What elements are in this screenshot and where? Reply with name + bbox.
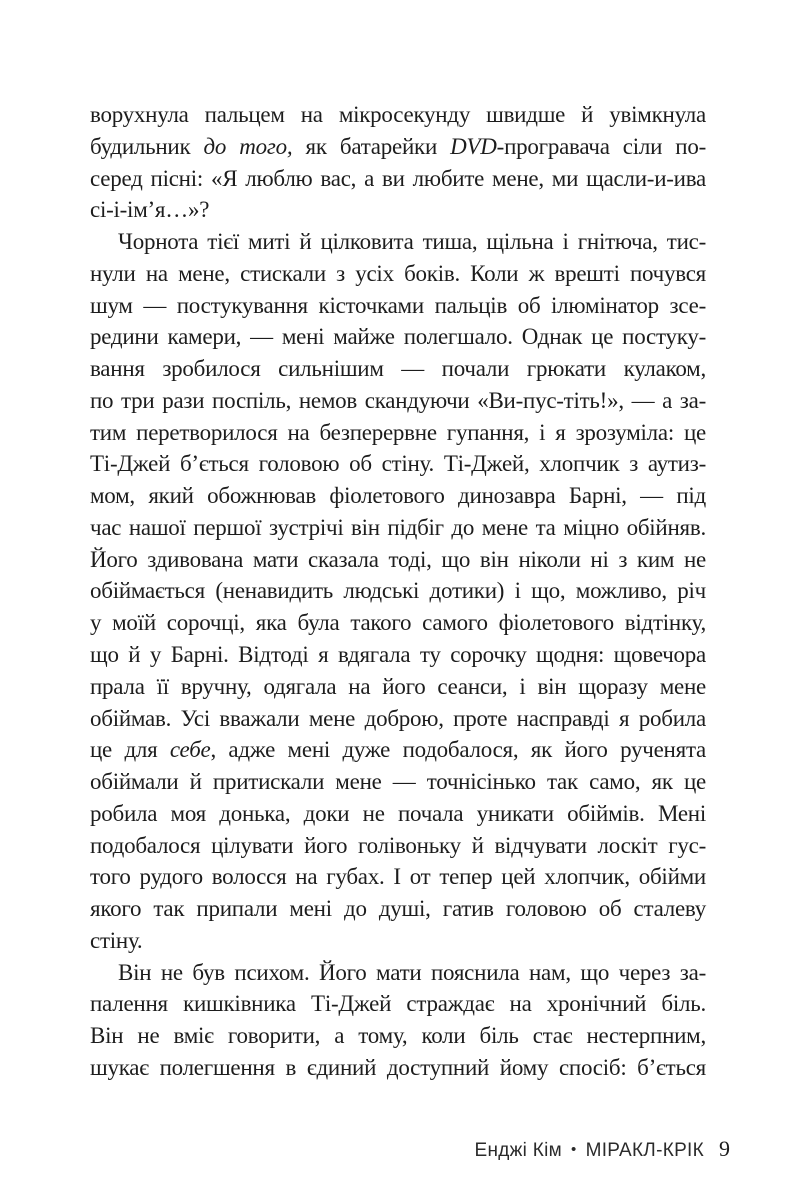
body-text: шум — постукування кісточками пальців об ілюмінатор зсе- [90, 292, 706, 318]
italic-text: себе [169, 737, 211, 763]
body-line [90, 988, 706, 1020]
body-text: редини камери, — мені майже полегшало. Однак це постуку- [90, 324, 706, 350]
body-line [90, 957, 706, 989]
body-text: Він не був психом. Його мати пояснила нам, що через за- [118, 959, 706, 985]
text-block [90, 99, 706, 1084]
body-text: того рудого волосся на губах. І от тепер цей хлопчик, обійми [90, 864, 706, 890]
body-text: Він не вміє говорити, а тому, коли біль стає нестерпним, [90, 1023, 706, 1049]
body-text: будильник [90, 133, 204, 159]
body-text: прала її вручну, одягала на його сеанси, і він щоразу мене [90, 673, 706, 699]
body-text: стіну. [90, 927, 143, 953]
body-line [90, 671, 706, 703]
body-text: по три рази поспіль, немов скандуючи «Ви-пус-тіть!», — а за- [90, 387, 706, 413]
body-text: Ті-Джей б’ється головою об стіну. Ті-Джей, хлопчик з аутиз- [90, 451, 706, 477]
body-text: мом, який обожнював фіолетового динозавра Барні, — під [90, 483, 706, 509]
body-text: якого так припали мені до душі, гатив головою об сталеву [90, 896, 706, 922]
body-line [90, 480, 706, 512]
body-line [90, 734, 706, 766]
page-number: 9 [719, 1136, 730, 1161]
body-text: обіймав. Усі вважали мене доброю, проте насправді я робила [90, 705, 706, 731]
footer [474, 1136, 730, 1162]
body-text: шукає полегшення в єдиний доступний йому спосіб: б’ється [90, 1054, 706, 1080]
body-text: палення кишківника Ті-Джей страждає на хронічний біль. [90, 991, 706, 1017]
body-line [90, 798, 706, 830]
body-text: час нашої першої зустрічі він підбіг до мене та міцно обійняв. [90, 514, 706, 540]
body-line [90, 766, 706, 798]
body-line [90, 353, 706, 385]
body-text: обіймається (ненавидить людські дотики) і що, можливо, річ [90, 578, 706, 604]
body-text: Його здивована мати сказала тоді, що він ніколи ні з ким не [90, 546, 706, 572]
body-line [90, 163, 706, 195]
body-line [90, 830, 706, 862]
body-line [90, 893, 706, 925]
body-text: , адже мені дуже подобалося, як його рученята [210, 737, 706, 763]
body-line [90, 703, 706, 735]
footer-separator-dot: • [571, 1141, 577, 1158]
body-line [90, 925, 706, 957]
footer-author: Енджі Кім [474, 1140, 562, 1161]
body-line [90, 131, 706, 163]
body-line [90, 290, 706, 322]
body-line [90, 417, 706, 449]
body-line [90, 544, 706, 576]
body-line [90, 385, 706, 417]
body-text: ворухнула пальцем на мікросекунду швидше й увімкнула [90, 102, 706, 127]
body-line [90, 1020, 706, 1052]
body-text: обіймали й притискали мене — точнісінько так само, як це [90, 769, 706, 795]
body-line [90, 194, 706, 226]
body-text: -програвача сіли по- [496, 133, 707, 159]
body-text: серед пісні: «Я люблю вас, а ви любите мене, ми щасли-и-ива [90, 165, 706, 191]
body-line [90, 448, 706, 480]
body-line [90, 861, 706, 893]
body-line [90, 258, 706, 290]
body-line [90, 1052, 706, 1084]
body-line [90, 639, 706, 671]
body-line [90, 512, 706, 544]
body-text: що й у Барні. Відтоді я вдягала ту сорочку щодня: щовечора [90, 642, 706, 668]
italic-text: DVD [450, 133, 497, 159]
body-text: тим перетворилося на безперервне гупання, і я зрозуміла: це [90, 419, 706, 445]
body-text: це для [90, 737, 170, 763]
body-text: нули на мене, стискали з усіх боків. Коли ж врешті почувся [90, 260, 706, 286]
body-text: подобалося цілувати його голівоньку й відчувати лоскіт гус- [90, 832, 706, 858]
body-text: сі-і-ім’я…»? [90, 197, 210, 223]
body-line [90, 575, 706, 607]
body-text: Чорнота тієї миті й цілковита тиша, щільна і гнітюча, тис- [118, 229, 706, 255]
italic-text: до того, [203, 133, 293, 159]
body-line [90, 226, 706, 258]
body-line [90, 607, 706, 639]
footer-book-title: МІРАКЛ-КРІК [585, 1140, 704, 1161]
body-line [90, 99, 706, 131]
body-text: у моїй сорочці, яка була такого самого фіолетового відтінку, [90, 610, 706, 636]
body-line [90, 321, 706, 353]
body-text: вання зробилося сильнішим — почали грюкати кулаком, [90, 356, 706, 382]
body-text: як батарейки [292, 133, 451, 159]
body-text: робила моя донька, доки не почала уникати обіймів. Мені [90, 800, 706, 826]
